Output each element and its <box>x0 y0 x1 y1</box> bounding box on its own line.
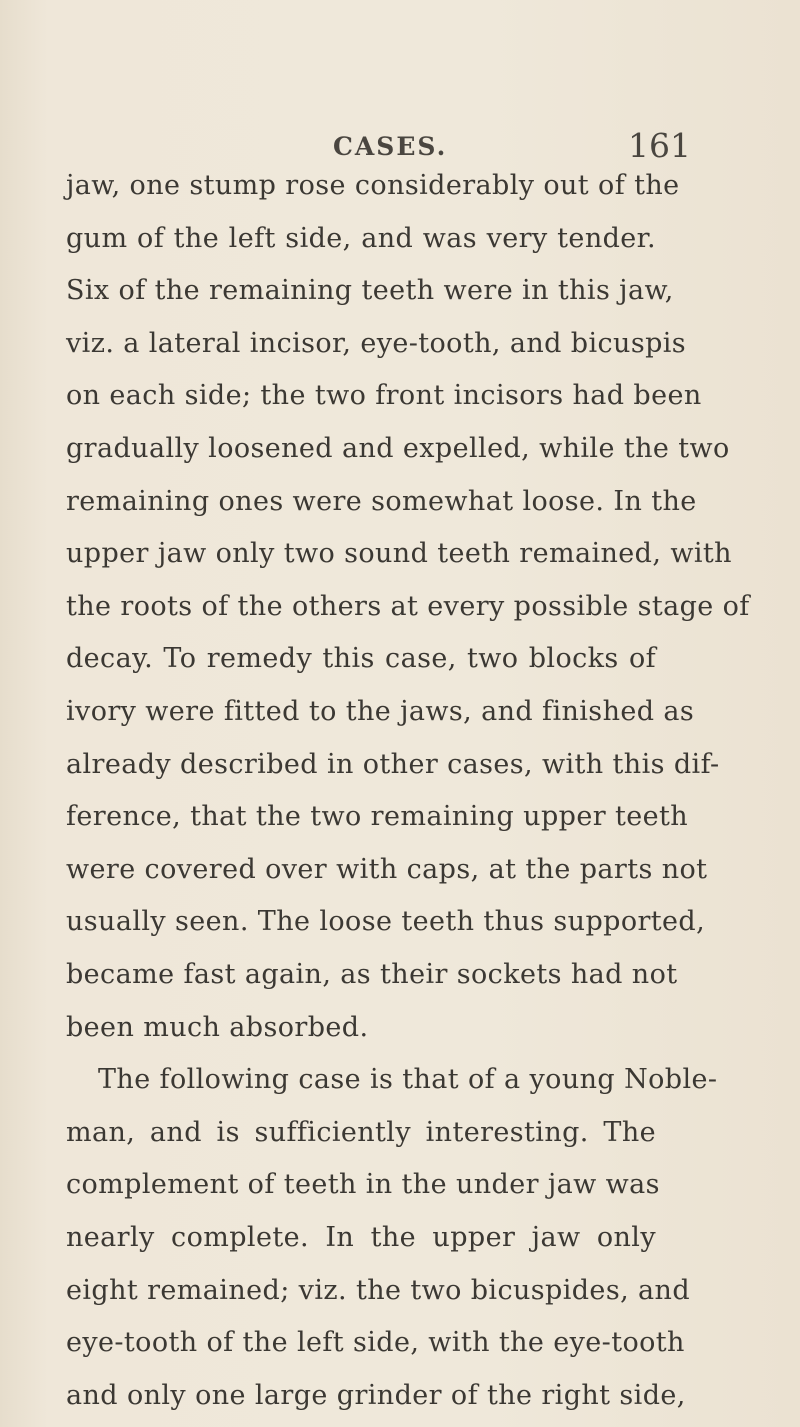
text-line: usually seen. The loose teeth thus supported, <box>66 906 706 938</box>
text-line: and only one large grinder of the right side, <box>66 1379 686 1411</box>
text-line: already described in other cases, with this dif- <box>66 748 720 780</box>
text-line: man, and is sufficiently interesting. The <box>66 1116 656 1148</box>
text-line: The following case is that of a young Noble- <box>98 1064 718 1096</box>
text-line: were covered over with caps, at the parts not <box>66 853 708 885</box>
text-line: gum of the left side, and was very tender. <box>66 222 656 254</box>
text-line: ference, that the two remaining upper teeth <box>66 801 689 833</box>
running-head: CASES. <box>333 132 448 161</box>
text-line: on each side; the two front incisors had been <box>66 380 702 412</box>
text-line: upper jaw only two sound teeth remained, with <box>66 538 732 570</box>
text-line: been much absorbed. <box>66 1011 369 1043</box>
text-line: viz. a lateral incisor, eye-tooth, and bicuspis <box>66 327 687 359</box>
text-line: nearly complete. In the upper jaw only <box>66 1222 656 1253</box>
text-line: jaw, one stump rose considerably out of the <box>66 170 680 201</box>
text-line: decay. To remedy this case, two blocks of <box>66 643 656 675</box>
page-number: 161 <box>628 126 691 165</box>
text-line: ivory were fitted to the jaws, and finished as <box>66 696 695 727</box>
text-line: eight remained; viz. the two bicuspides, and <box>66 1274 691 1306</box>
text-line: Six of the remaining teeth were in this jaw, <box>66 275 674 307</box>
text-line: remaining ones were somewhat loose. In the <box>66 485 697 517</box>
text-line: complement of teeth in the under jaw was <box>66 1169 660 1201</box>
text-line: became fast again, as their sockets had not <box>66 959 678 990</box>
text-line: the roots of the others at every possible stage of <box>66 590 750 622</box>
text-line: eye-tooth of the left side, with the eye-tooth <box>66 1327 685 1359</box>
text-line: gradually loosened and expelled, while the two <box>66 433 730 464</box>
